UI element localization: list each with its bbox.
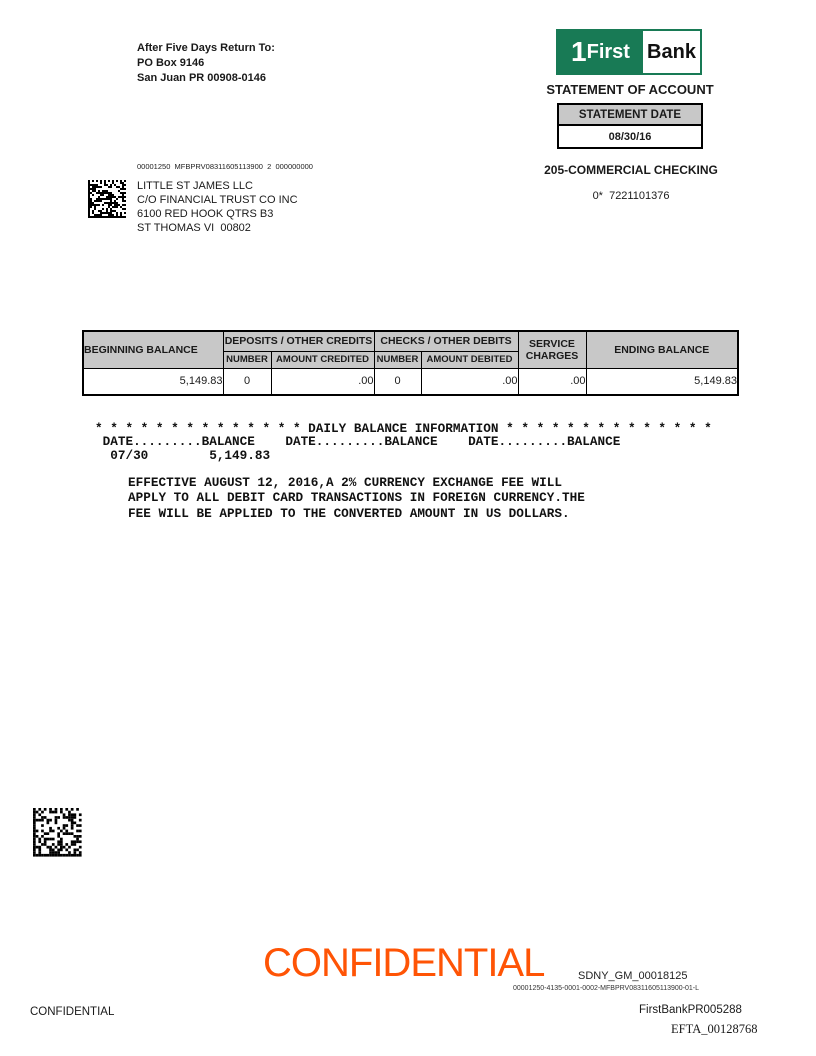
daily-balance-columns: DATE.........BALANCE DATE.........BALANCE DATE.........BALANCE [95,434,621,450]
addressee-block [137,179,298,235]
fee-notice-line1: EFFECTIVE AUGUST 12, 2016,A 2% CURRENCY EXCHANGE FEE WILL [128,475,562,490]
sdny-bates-number: SDNY_GM_00018125 [578,970,688,982]
account-number: 0* 7221101376 [592,190,670,202]
return-address [137,41,275,86]
col-amount-debited: AMOUNT DEBITED [421,351,518,368]
fee-notice-line3: FEE WILL BE APPLIED TO THE CONVERTED AMOUNT IN US DOLLARS. [128,505,570,521]
return-address-line2: PO Box 9146 [137,57,205,69]
deposits-number-value: 0 [223,368,271,395]
logo-first-text: First [586,41,630,63]
data-matrix-barcode-bottom [33,808,82,857]
footer-efta-number: EFTA_00128768 [671,1022,758,1036]
daily-balance-section [95,422,712,462]
col-amount-credited: AMOUNT CREDITED [271,351,374,368]
daily-balance-entry: 07/30 5,149.83 [95,447,271,463]
data-matrix-barcode-top [88,180,126,218]
col-beginning-balance: BEGINNING BALANCE [83,331,223,368]
checks-number-value: 0 [374,368,421,395]
firstbank-logo-green-panel [558,31,643,73]
group-deposits-credits: DEPOSITS / OTHER CREDITS [223,331,374,351]
group-checks-debits: CHECKS / OTHER DEBITS [374,331,518,351]
account-summary-table [82,330,739,396]
summary-row [83,368,738,395]
col-service-charges: SERVICE CHARGES [518,331,586,368]
beginning-balance-value: 5,149.83 [83,368,223,395]
addressee-city: ST THOMAS VI 00802 [137,222,251,234]
return-address-line3: San Juan PR 00908-0146 [137,72,267,84]
addressee-care-of: C/O FINANCIAL TRUST CO INC [137,194,298,206]
firstbank-logo [556,29,702,75]
fee-notice [128,475,585,521]
logo-bank-text: Bank [647,40,696,63]
statement-date-box [557,103,703,149]
footer-bates-number: FirstBankPR005288 [639,1004,742,1016]
ending-balance-value: 5,149.83 [586,368,738,395]
statement-of-account-title: STATEMENT OF ACCOUNT [546,82,714,97]
mailing-code: 00001250 MFBPRV08311605113900 2 000000000 [137,162,313,171]
daily-balance-title: * * * * * * * * * * * * * * DAILY BALANCE INFORMATION * * * * * * * * * * * * * * [95,421,712,436]
addressee-name: LITTLE ST JAMES LLC [137,180,253,192]
addressee-street: 6100 RED HOOK QTRS B3 [137,208,274,220]
footer-confidential-label: CONFIDENTIAL [30,1006,115,1018]
statement-date-value: 08/30/16 [608,131,652,143]
col-checks-number: NUMBER [374,351,421,368]
statement-date-label: STATEMENT DATE [559,105,701,126]
amount-credited-value: .00 [271,368,374,395]
amount-debited-value: .00 [421,368,518,395]
fee-notice-line2: APPLY TO ALL DEBIT CARD TRANSACTIONS IN FOREIGN CURRENCY.THE [128,490,585,506]
col-ending-balance: ENDING BALANCE [586,331,738,368]
confidential-stamp: CONFIDENTIAL [263,941,545,985]
account-type: 205-COMMERCIAL CHECKING [544,163,718,177]
col-deposits-number: NUMBER [223,351,271,368]
document-control-code: 00001250-4135-0001-0002-MFBPRV08311605113900-01-L [513,985,700,992]
logo-numeral-one: 1 [571,36,587,67]
return-address-line1: After Five Days Return To: [137,42,275,54]
service-charges-value: .00 [518,368,586,395]
